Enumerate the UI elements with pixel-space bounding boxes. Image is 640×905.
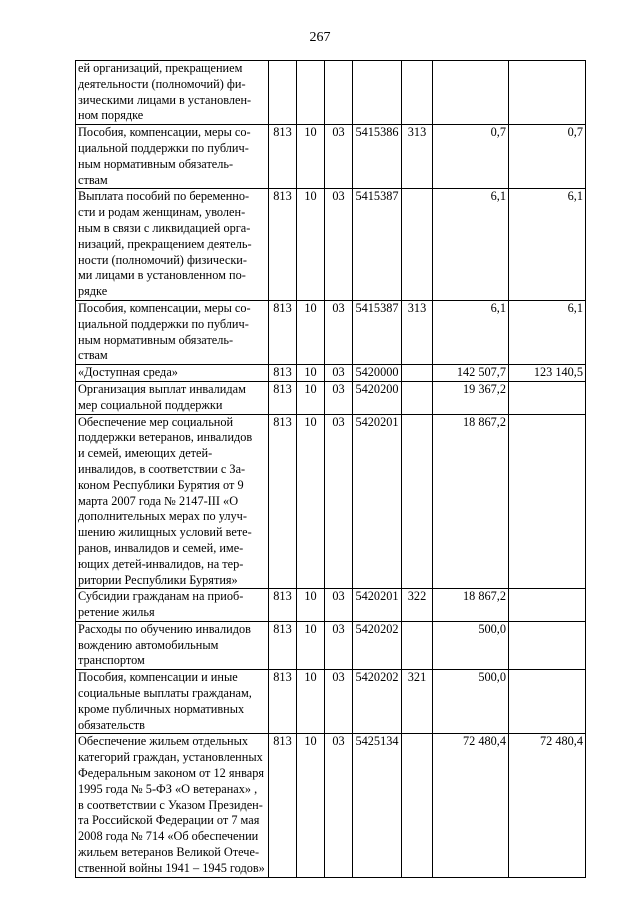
row-name: ей организаций, прекращением деятельности (полномочий) фи- зическими лицами в установлен- ном порядке: [78, 61, 252, 123]
table-row: [76, 414, 586, 589]
vr-cell: [402, 621, 433, 669]
table-row: [76, 189, 586, 301]
rz-cell: 10: [297, 414, 325, 589]
table-row: [76, 365, 586, 382]
pr-cell: 03: [325, 125, 353, 189]
sum2-cell: [509, 381, 586, 414]
pr-cell: 03: [325, 589, 353, 622]
rz-cell: 10: [297, 621, 325, 669]
row-name: Обеспечение мер социальной поддержки ветеранов, инвалидов и семей, имеющих детей- инвалидов, в соответствии с За- коном Республики Бурятия от 9 марта 2007 года № 2147-III «О дополнительных мерах по улуч- шению жилищных условий вете- ранов, инвалидов и семей, име- ющих детей-инвалидов, на тер- ритории Республики Бурятия»: [78, 414, 253, 587]
sum2-cell: [509, 670, 586, 734]
rz-cell: 10: [297, 189, 325, 301]
row-name-cell: [76, 125, 269, 189]
csr-cell: 5420202: [353, 670, 402, 734]
sum2-cell: 0,7: [509, 125, 586, 189]
rz-cell: 10: [297, 300, 325, 364]
row-name-cell: [76, 734, 269, 877]
ved-cell: 813: [269, 365, 297, 382]
vr-cell: [402, 61, 433, 125]
row-name: Пособия, компенсации, меры со- циальной поддержки по публич- ным нормативным обязатель- ствам: [78, 300, 251, 363]
row-name-cell: [76, 300, 269, 364]
vr-cell: 322: [402, 589, 433, 622]
row-name: Пособия, компенсации, меры со- циальной поддержки по публич- ным нормативным обязатель- ствам: [78, 125, 251, 187]
row-name-cell: [76, 365, 269, 382]
row-name-cell: [76, 621, 269, 669]
rz-cell: 10: [297, 670, 325, 734]
pr-cell: 03: [325, 414, 353, 589]
sum1-cell: 6,1: [433, 189, 509, 301]
vr-cell: [402, 189, 433, 301]
sum1-cell: 500,0: [433, 670, 509, 734]
row-name-cell: [76, 189, 269, 301]
row-name-cell: [76, 381, 269, 414]
rz-cell: 10: [297, 125, 325, 189]
table-row: [76, 670, 586, 734]
rz-cell: [297, 61, 325, 125]
table-row: [76, 61, 586, 125]
ved-cell: 813: [269, 414, 297, 589]
csr-cell: 5420000: [353, 365, 402, 382]
row-name: Субсидии гражданам на приоб- ретение жилья: [78, 589, 244, 620]
csr-cell: 5415386: [353, 125, 402, 189]
pr-cell: 03: [325, 189, 353, 301]
ved-cell: [269, 61, 297, 125]
pr-cell: 03: [325, 381, 353, 414]
ved-cell: 813: [269, 734, 297, 877]
rz-cell: 10: [297, 734, 325, 877]
csr-cell: 5420201: [353, 589, 402, 622]
pr-cell: 03: [325, 670, 353, 734]
budget-table-body: [76, 61, 586, 878]
row-name: Организация выплат инвалидам мер социальной поддержки: [78, 381, 246, 412]
vr-cell: [402, 734, 433, 877]
vr-cell: 313: [402, 125, 433, 189]
sum1-cell: 142 507,7: [433, 365, 509, 382]
sum2-cell: 72 480,4: [509, 734, 586, 877]
table-row: [76, 734, 586, 877]
ved-cell: 813: [269, 300, 297, 364]
sum2-cell: 123 140,5: [509, 365, 586, 382]
rz-cell: 10: [297, 589, 325, 622]
sum2-cell: 6,1: [509, 300, 586, 364]
row-name: Расходы по обучению инвалидов вождению автомобильным транспортом: [78, 621, 251, 668]
sum2-cell: [509, 621, 586, 669]
row-name-cell: [76, 414, 269, 589]
row-name: «Доступная среда»: [78, 365, 178, 380]
budget-table: [75, 60, 586, 878]
row-name-cell: [76, 61, 269, 125]
sum1-cell: 0,7: [433, 125, 509, 189]
ved-cell: 813: [269, 589, 297, 622]
sum2-cell: [509, 414, 586, 589]
table-row: [76, 621, 586, 669]
row-name: Обеспечение жильем отдельных категорий граждан, установленных Федеральным законом от 12 января 1995 года № 5-ФЗ «О ветеранах» , в соответствии с Указом Президен- та Российской Федерации от 7 мая 2008 года № 714 «Об обеспечении жильем ветеранов Великой Отече- ственной войны 1941 – 1945 годов»: [78, 734, 265, 875]
row-name: Выплата пособий по беременно- сти и родам женщинам, уволен- ным в связи с ликвидацией орга- низаций, прекращением деятель- ности (полномочий) физически- ми лицами в установленном по- рядке: [78, 189, 252, 299]
csr-cell: 5415387: [353, 189, 402, 301]
pr-cell: 03: [325, 300, 353, 364]
ved-cell: 813: [269, 189, 297, 301]
page-number: 267: [309, 30, 331, 45]
sum1-cell: 72 480,4: [433, 734, 509, 877]
vr-cell: 321: [402, 670, 433, 734]
table-row: [76, 125, 586, 189]
csr-cell: 5420201: [353, 414, 402, 589]
vr-cell: [402, 365, 433, 382]
ved-cell: 813: [269, 670, 297, 734]
sum1-cell: 6,1: [433, 300, 509, 364]
rz-cell: 10: [297, 381, 325, 414]
sum1-cell: 18 867,2: [433, 414, 509, 589]
csr-cell: 5420202: [353, 621, 402, 669]
sum1-cell: 19 367,2: [433, 381, 509, 414]
pr-cell: 03: [325, 621, 353, 669]
vr-cell: 313: [402, 300, 433, 364]
sum1-cell: 18 867,2: [433, 589, 509, 622]
csr-cell: 5425134: [353, 734, 402, 877]
ved-cell: 813: [269, 125, 297, 189]
rz-cell: 10: [297, 365, 325, 382]
row-name: Пособия, компенсации и иные социальные выплаты гражданам, кроме публичных нормативных обязательств: [78, 670, 252, 732]
sum2-cell: 6,1: [509, 189, 586, 301]
vr-cell: [402, 381, 433, 414]
sum2-cell: [509, 589, 586, 622]
row-name-cell: [76, 589, 269, 622]
vr-cell: [402, 414, 433, 589]
csr-cell: [353, 61, 402, 125]
row-name-cell: [76, 670, 269, 734]
sum1-cell: [433, 61, 509, 125]
csr-cell: 5420200: [353, 381, 402, 414]
pr-cell: [325, 61, 353, 125]
sum2-cell: [509, 61, 586, 125]
csr-cell: 5415387: [353, 300, 402, 364]
pr-cell: 03: [325, 734, 353, 877]
table-row: [76, 300, 586, 364]
sum1-cell: 500,0: [433, 621, 509, 669]
pr-cell: 03: [325, 365, 353, 382]
ved-cell: 813: [269, 381, 297, 414]
table-row: [76, 381, 586, 414]
table-row: [76, 589, 586, 622]
ved-cell: 813: [269, 621, 297, 669]
